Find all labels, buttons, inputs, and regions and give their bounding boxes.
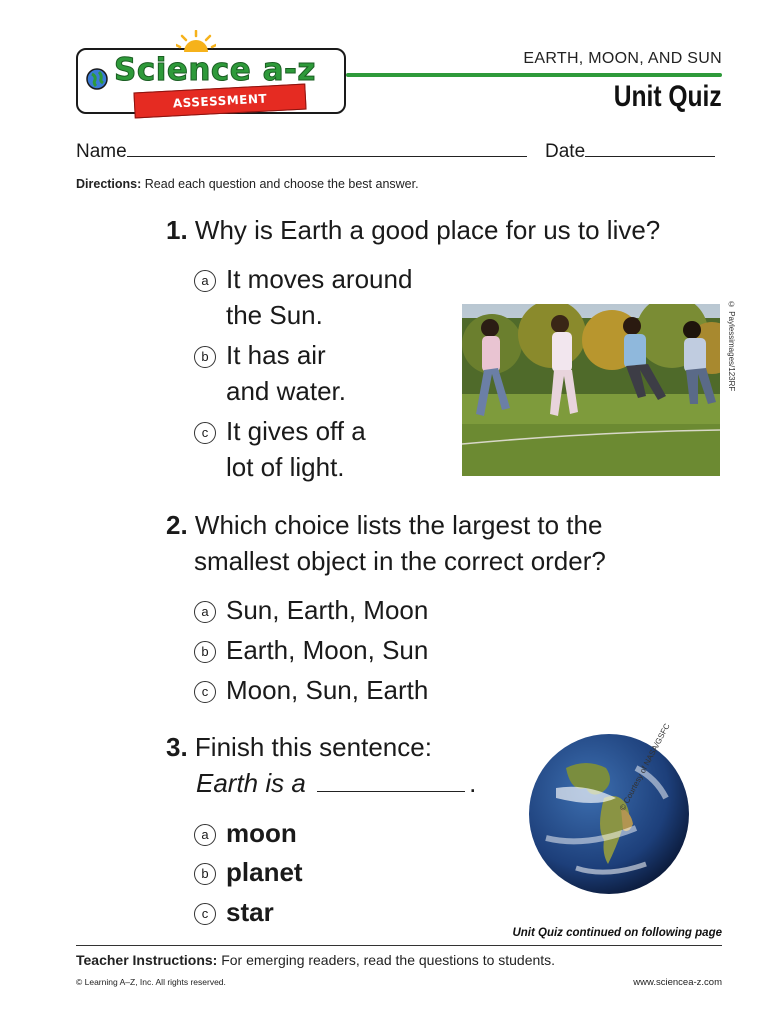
option-text: moon	[226, 818, 297, 848]
answer-option-3c[interactable]	[194, 894, 274, 930]
question-1	[166, 212, 660, 248]
earth-credit: © Courtesy of NASA/GSFC	[618, 721, 672, 813]
directions-label: Directions:	[76, 177, 142, 191]
directions-text: Read each question and choose the best answer.	[144, 177, 419, 191]
option-bubble[interactable]: a	[194, 824, 216, 846]
date-blank[interactable]	[585, 138, 715, 157]
teacher-label: Teacher Instructions:	[76, 952, 218, 968]
globe-icon	[86, 68, 108, 90]
answer-option-1b-cont: and water.	[226, 376, 346, 406]
question-3	[166, 729, 432, 765]
sentence-blank[interactable]	[317, 771, 465, 792]
answer-option-1c[interactable]	[194, 413, 366, 449]
option-bubble[interactable]: b	[194, 346, 216, 368]
sun-icon	[176, 30, 216, 52]
option-text: It has air	[226, 340, 326, 370]
question-text: Which choice lists the largest to the	[194, 510, 603, 540]
footer-rule	[76, 945, 722, 946]
question-number: 2.	[166, 510, 188, 540]
answer-option-2a[interactable]	[194, 592, 428, 628]
unit-series: EARTH, MOON, AND SUN	[523, 50, 722, 67]
option-bubble[interactable]: b	[194, 863, 216, 885]
option-bubble[interactable]: a	[194, 601, 216, 623]
option-text: star	[226, 897, 274, 927]
website-link[interactable]: www.sciencea-z.com	[633, 977, 722, 988]
logo-wordmark: Science a-z	[114, 52, 316, 88]
answer-option-1c-cont: lot of light.	[226, 452, 345, 482]
sentence-prompt	[196, 765, 476, 801]
question-text: Why is Earth a good place for us to live?	[194, 215, 661, 245]
photo-credit: © Paylessimages/123RF	[727, 300, 736, 392]
teacher-text: For emerging readers, read the questions to students.	[221, 952, 556, 968]
name-blank[interactable]	[127, 138, 527, 157]
option-text: Earth, Moon, Sun	[226, 635, 429, 665]
header-rule	[346, 73, 722, 77]
option-text: Moon, Sun, Earth	[226, 675, 429, 705]
option-bubble[interactable]: b	[194, 641, 216, 663]
logo-banner: ASSESSMENT	[133, 84, 306, 119]
answer-option-1a[interactable]	[194, 261, 412, 297]
question-number: 1.	[166, 215, 188, 245]
answer-option-1b[interactable]	[194, 337, 326, 373]
children-jumping-photo	[462, 304, 720, 476]
answer-option-2c[interactable]	[194, 672, 428, 708]
page-title: Unit Quiz	[614, 80, 722, 113]
directions	[76, 177, 419, 191]
sentence-text: Earth is a	[196, 768, 306, 798]
name-label: Name	[76, 141, 127, 162]
question-number: 3.	[166, 732, 188, 762]
option-text: It gives off a	[226, 416, 366, 446]
option-text: It moves around	[226, 264, 413, 294]
answer-option-2b[interactable]	[194, 632, 428, 668]
answer-option-1a-cont: the Sun.	[226, 300, 323, 330]
copyright: © Learning A–Z, Inc. All rights reserved.	[76, 977, 226, 987]
option-text: planet	[226, 857, 303, 887]
answer-option-3a[interactable]	[194, 815, 297, 851]
date-label: Date	[545, 141, 586, 162]
date-field[interactable]	[545, 138, 715, 163]
option-text: Sun, Earth, Moon	[226, 595, 429, 625]
option-bubble[interactable]: c	[194, 903, 216, 925]
continued-note: Unit Quiz continued on following page	[512, 927, 722, 939]
sentence-period: .	[469, 768, 477, 798]
option-bubble[interactable]: a	[194, 270, 216, 292]
question-text: Finish this sentence:	[194, 732, 432, 762]
question-2	[166, 507, 602, 543]
answer-option-3b[interactable]	[194, 854, 303, 890]
question-2-cont: smallest object in the correct order?	[194, 546, 606, 576]
teacher-instructions	[76, 952, 555, 968]
option-bubble[interactable]: c	[194, 681, 216, 703]
name-field[interactable]	[76, 138, 527, 163]
option-bubble[interactable]: c	[194, 422, 216, 444]
